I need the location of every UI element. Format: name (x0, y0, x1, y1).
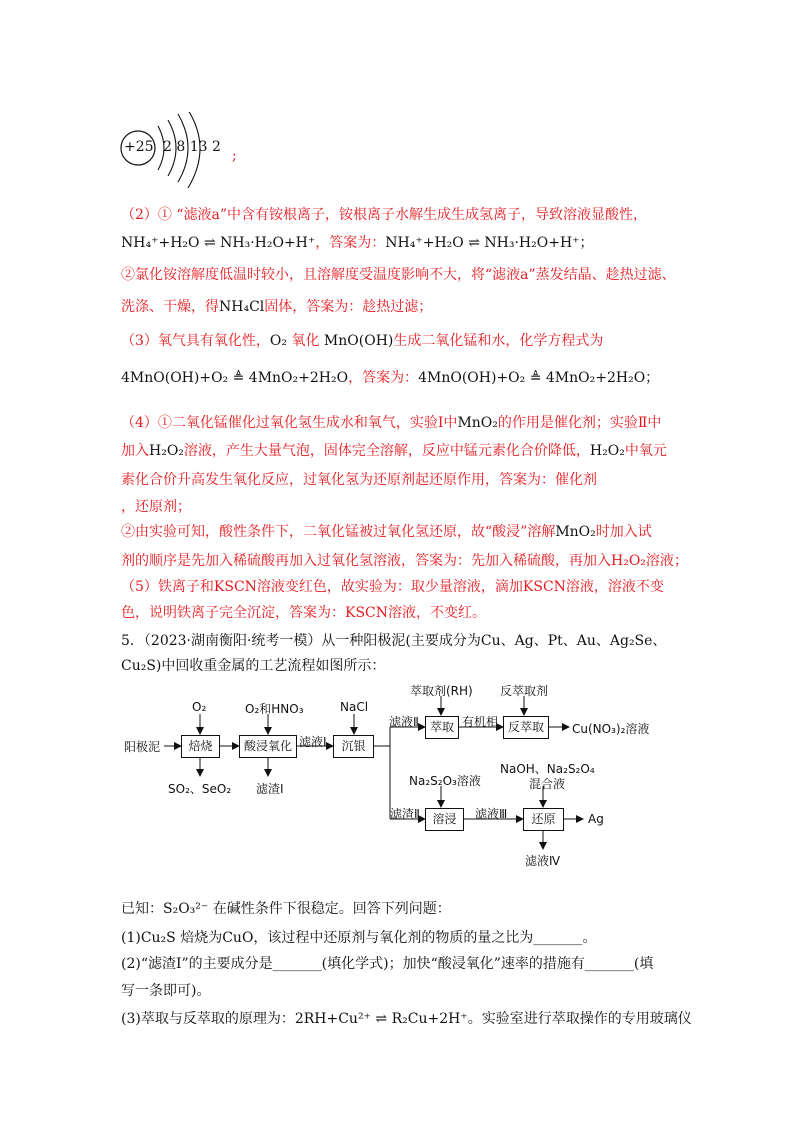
question-5-stem-2: Cu₂S)中回收重金属的工艺流程如图所示： (121, 658, 386, 674)
answer-line-2-mid: ，答案为： (315, 235, 386, 251)
answer-line-11a: ②由实验可知，酸性条件下，二氧化锰被过氧化氢还原，故“酸浸”溶解 (121, 524, 556, 540)
sub-question-3: (3)萃取与反萃取的原理为：2RH+Cu²⁺ ⇌ R₂Cu+2H⁺。实验室进行萃取操作的专用玻璃仪 (121, 1011, 692, 1027)
flow-box-roasting: 焙烧 (181, 735, 220, 758)
flow-label-organic-phase: 有机相 (462, 715, 499, 729)
formula-h2o2-2: H₂O₂ (589, 443, 625, 459)
flow-start-anode-slime: 阳极泥 (124, 740, 161, 754)
flow-output-filtrate-4: 滤液Ⅳ (525, 854, 561, 868)
flow-box-dissolution: 溶浸 (425, 808, 464, 831)
answer-line-12: 剂的顺序是先加入稀硫酸再加入过氧化氢溶液，答案为：先加入稀硫酸，再加入H₂O₂溶液； (121, 553, 688, 569)
flow-input-thiosulfate: Na₂S₂O₃溶液 (409, 774, 481, 788)
answer-line-9: 素化合价升高发生氧化反应，过氧化氢为还原剂起还原作用，答案为：催化剂 (121, 472, 597, 488)
flow-box-extraction: 萃取 (425, 716, 459, 739)
equation-nh4-hydrolysis: NH₄⁺+H₂O ⇌ NH₃·H₂O+H⁺ (121, 235, 316, 251)
equation-nh4-hydrolysis-answer: NH₄⁺+H₂O ⇌ NH₃·H₂O+H⁺； (385, 235, 594, 251)
nucleus-charge: +25 (124, 139, 154, 155)
equation-mnooh-oxidation: 4MnO(OH)+O₂ ≜ 4MnO₂+2H₂O (121, 370, 349, 386)
answer-line-5c: 氧化 (287, 333, 324, 349)
flow-input-mixture: 混合液 (529, 777, 566, 791)
answer-line-14: 色，说明铁离子完全沉淀，答案为：KSCN溶液，不变红。 (121, 605, 487, 621)
formula-h2o2: H₂O₂ (149, 443, 184, 459)
answer-line-3: ②氯化铵溶解度低温时较小，且溶解度受温度影响不大，将“滤液a”蒸发结晶、趁热过滤、 (121, 267, 676, 283)
answer-line-8c: 溶液，产生大量气泡，固体完全溶解，反应中锰元素化合价降低， (183, 443, 590, 459)
formula-o2: O₂ (269, 333, 288, 349)
flow-input-extractant: 萃取剂(RH) (410, 684, 473, 698)
formula-nh4cl: NH₄Cl (219, 299, 265, 315)
formula-mno2: MnO₂ (457, 415, 498, 431)
flow-output-residue-1: 滤渣Ⅰ (256, 782, 284, 796)
atom-tail: ; (232, 148, 237, 164)
flow-input-nacl: NaCl (340, 700, 369, 714)
answer-line-7c: 的作用是催化剂；实验Ⅱ中 (497, 415, 662, 431)
flow-label-filtrate-3: 滤液Ⅲ (475, 807, 508, 821)
answer-line-5e: 生成二氧化锰和水，化学方程式为 (393, 333, 604, 349)
flow-product-silver: Ag (588, 812, 604, 826)
shell-electrons: 2 8 13 2 (163, 139, 221, 155)
answer-line-10: ，还原剂； (121, 499, 191, 515)
flow-box-back-extraction: 反萃取 (503, 716, 549, 739)
flow-input-back-extractant: 反萃取剂 (500, 684, 549, 698)
flow-box-reduction: 还原 (523, 808, 564, 831)
flow-box-acid-leach-oxidation: 酸浸氧化 (239, 735, 297, 758)
formula-mno2-2: MnO₂ (555, 524, 596, 540)
answer-line-4c: 固体，答案为：趁热过滤； (264, 299, 433, 315)
sub-question-1: (1)Cu₂S 焙烧为CuO，该过程中还原剂与氧化剂的物质的量之比为_______。 (121, 930, 597, 946)
sub-question-2: (2)“滤渣Ⅰ”的主要成分是_______(填化学式)；加快“酸浸氧化”速率的措施有_______(填 (121, 956, 654, 972)
answer-line-6-mid: ，答案为： (348, 370, 419, 386)
equation-mnooh-oxidation-answer: 4MnO(OH)+O₂ ≜ 4MnO₂+2H₂O； (418, 370, 660, 386)
flow-label-residue-2: 滤渣Ⅱ (390, 807, 420, 821)
flow-input-naoh-dithionite: NaOH、Na₂S₂O₄ (500, 762, 595, 776)
answer-line-5a: （3）氧气具有氧化性， (121, 333, 270, 349)
sub-question-2-cont: 写一条即可)。 (121, 983, 211, 999)
formula-mnooh: MnO(OH) (323, 333, 394, 349)
answer-line-11c: 时加入试 (595, 524, 652, 540)
answer-line-4a: 洗涤、干燥，得 (121, 299, 219, 315)
flow-product-copper-nitrate: Cu(NO₃)₂溶液 (572, 722, 650, 736)
flow-label-filtrate-1: 滤液Ⅰ (299, 735, 327, 749)
flow-input-o2-hno3: O₂和HNO₃ (245, 702, 304, 716)
flow-label-filtrate-2: 滤液Ⅱ (389, 715, 419, 729)
answer-line-13: （5）铁离子和KSCN溶液变红色，故实验为：取少量溶液，滴加KSCN溶液，溶液不变 (121, 579, 664, 595)
answer-line-8e: 中氧元 (624, 443, 667, 459)
answer-line-1: （2）① “滤液a”中含有铵根离子，铵根离子水解生成生成氢离子，导致溶液显酸性， (121, 207, 648, 223)
flow-box-silver-precipitation: 沉银 (333, 735, 374, 758)
answer-line-7a: （4）①二氧化锰催化过氧化氢生成水和氧气，实验Ⅰ中 (121, 415, 458, 431)
flow-input-o2: O₂ (192, 700, 207, 714)
answer-line-8a: 加入 (121, 443, 149, 459)
flow-output-gases: SO₂、SeO₂ (168, 782, 232, 796)
question-5-stem: 5．（2023·湖南衡阳·统考一模）从一种阳极泥(主要成分为Cu、Ag、Pt、Au、Ag₂Se、 (121, 633, 667, 649)
known-condition: 已知：S₂O₃²⁻ 在碱性条件下很稳定。回答下列问题： (121, 901, 451, 917)
